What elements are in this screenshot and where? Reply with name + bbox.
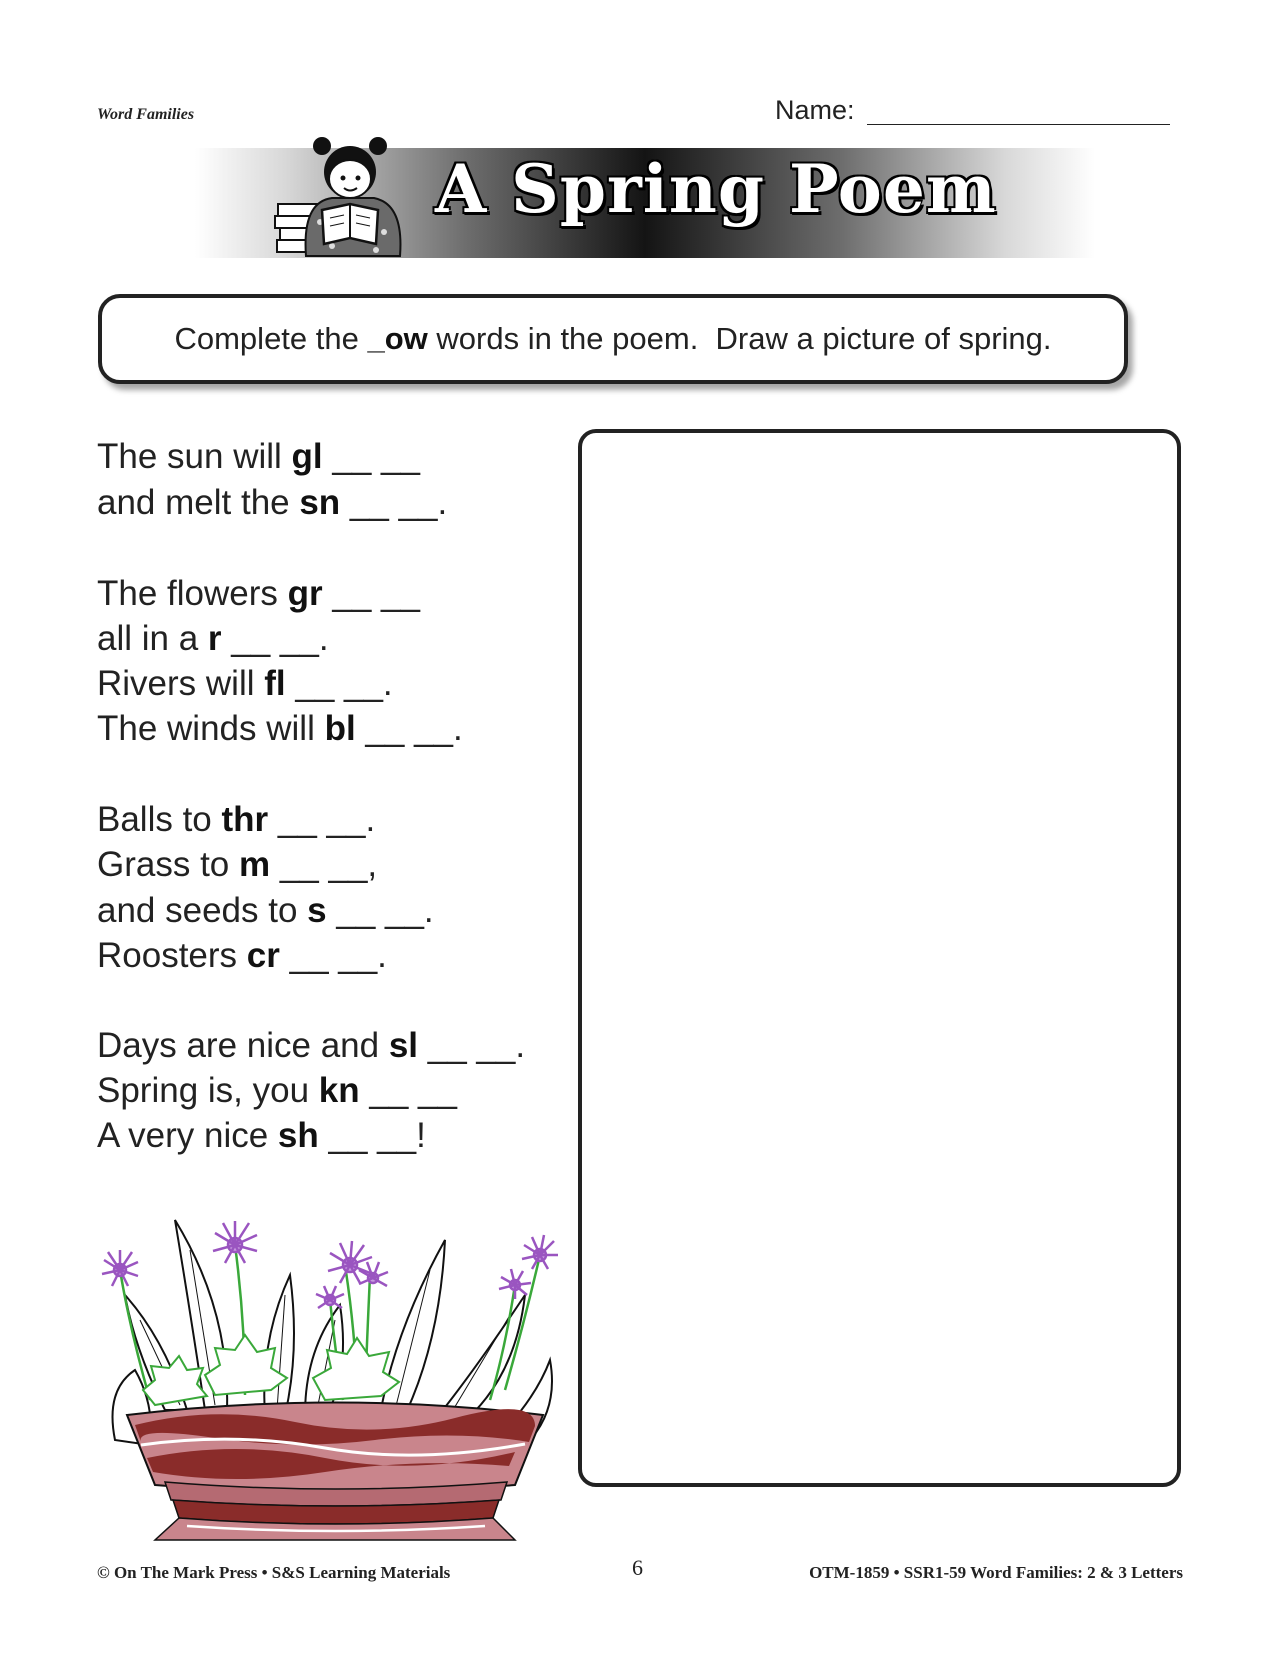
poem-text: The sun will xyxy=(97,437,292,476)
poem-line xyxy=(97,483,447,523)
poem-blanks[interactable]: __ __. xyxy=(285,664,393,703)
poem-blanks[interactable]: __ __ xyxy=(322,437,420,476)
girl-reading-icon xyxy=(272,132,412,260)
poem-word-start: thr xyxy=(221,800,269,839)
page-title: A Spring Poem xyxy=(435,150,997,228)
poem-text: The winds will xyxy=(97,709,325,748)
drawing-area[interactable] xyxy=(578,429,1181,1487)
name-line[interactable] xyxy=(867,124,1170,125)
poem-line xyxy=(97,619,329,659)
poem-blanks[interactable]: __ __. xyxy=(268,800,376,839)
poem-blanks[interactable]: __ __! xyxy=(318,1116,426,1155)
poem-line xyxy=(97,936,387,976)
poem-word-start: fl xyxy=(264,664,286,703)
poem-text: and melt the xyxy=(97,483,300,522)
poem-blanks[interactable]: __ __. xyxy=(418,1026,526,1065)
poem-text: A very nice xyxy=(97,1116,278,1155)
poem-word-start: m xyxy=(238,845,271,884)
poem-line xyxy=(97,1026,525,1066)
poem-text: Spring is, you xyxy=(97,1071,319,1110)
poem-text: all in a xyxy=(97,619,208,658)
poem-text: Days are nice and xyxy=(97,1026,389,1065)
poem-word-start: gl xyxy=(291,437,323,476)
poem-line xyxy=(97,1071,457,1111)
footer-product-code: OTM-1859 • SSR1-59 Word Families: 2 & 3 Letters xyxy=(809,1563,1183,1582)
poem-line xyxy=(97,437,420,477)
flower-pot-illustration xyxy=(95,1200,575,1545)
poem-line xyxy=(97,845,377,885)
poem-word-start: sh xyxy=(277,1116,319,1155)
poem-line xyxy=(97,800,375,840)
poem-word-start: sn xyxy=(299,483,341,522)
instructions-box xyxy=(98,294,1128,384)
poem-blanks[interactable]: __ __ xyxy=(359,1071,457,1110)
instructions-text-after: words in the poem. Draw a picture of spring. xyxy=(427,321,1052,356)
name-field[interactable] xyxy=(775,95,1170,127)
poem-text: Roosters xyxy=(97,936,247,975)
name-label: Name: xyxy=(775,95,855,125)
poem-text: Grass to xyxy=(97,845,239,884)
poem-blanks[interactable]: __ __. xyxy=(340,483,448,522)
footer-copyright: © On The Mark Press • S&S Learning Materials xyxy=(97,1563,451,1582)
poem-word-start: gr xyxy=(287,574,323,613)
poem-line xyxy=(97,891,434,931)
instructions-text-before: Complete the xyxy=(174,321,368,356)
poem-blanks[interactable]: __ __. xyxy=(221,619,329,658)
poem-text: The flowers xyxy=(97,574,288,613)
poem-text: Balls to xyxy=(97,800,222,839)
poem-line xyxy=(97,574,420,614)
poem-line xyxy=(97,664,393,704)
poem-blanks[interactable]: __ __. xyxy=(326,891,434,930)
poem-word-start: cr xyxy=(246,936,280,975)
poem-text: and seeds to xyxy=(97,891,308,930)
poem-blanks[interactable]: __ __ xyxy=(322,574,420,613)
poem-word-start: sl xyxy=(388,1026,419,1065)
page-number: 6 xyxy=(632,1555,643,1580)
poem-line xyxy=(97,1116,426,1156)
poem-blanks[interactable]: __ __. xyxy=(355,709,463,748)
instructions-word-family: _ow xyxy=(367,321,428,356)
poem-text: Rivers will xyxy=(97,664,265,703)
poem-word-start: s xyxy=(307,891,327,930)
series-label: Word Families xyxy=(97,106,195,123)
poem-word-start: kn xyxy=(318,1071,360,1110)
poem-word-start: r xyxy=(207,619,222,658)
poem-word-start: bl xyxy=(324,709,356,748)
poem-line xyxy=(97,709,463,749)
poem-blanks[interactable]: __ __. xyxy=(279,936,387,975)
poem-blanks[interactable]: __ __, xyxy=(270,845,378,884)
